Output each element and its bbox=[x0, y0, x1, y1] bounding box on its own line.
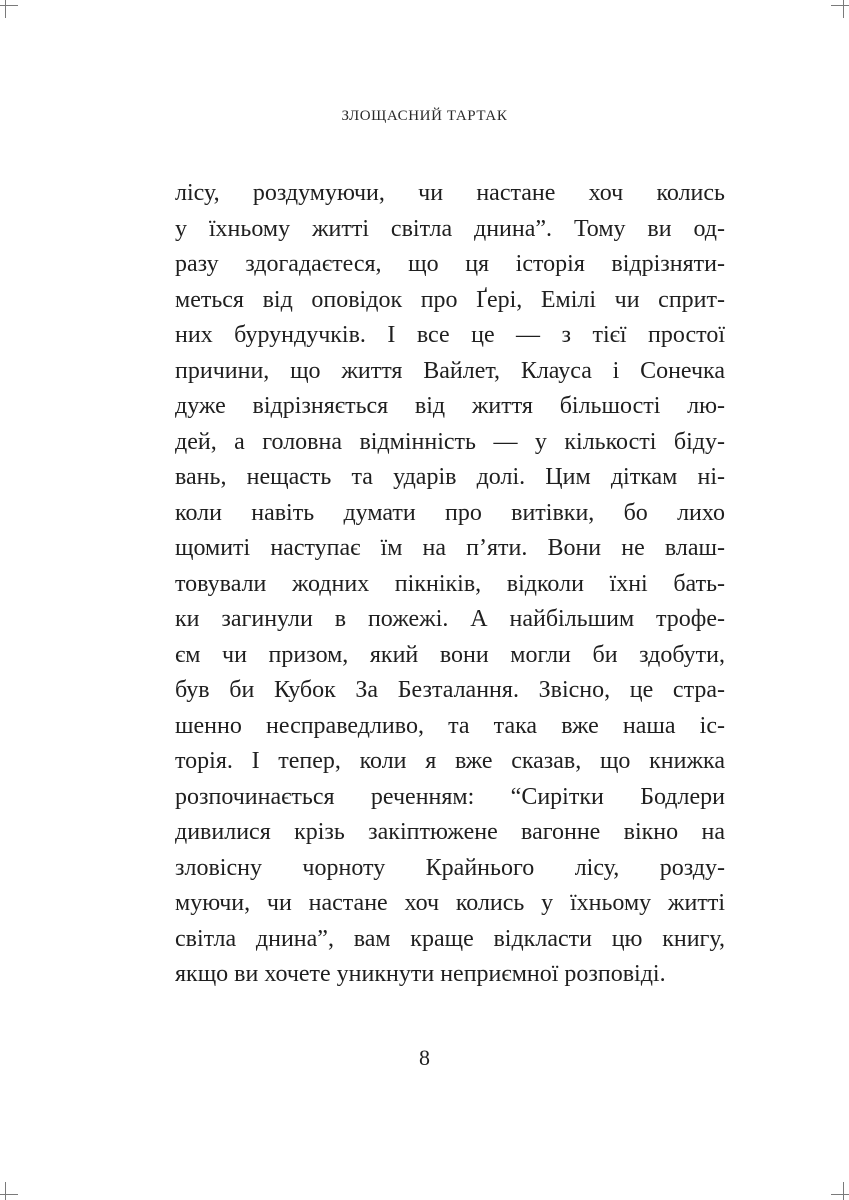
crop-mark bbox=[831, 5, 849, 6]
crop-mark bbox=[831, 1194, 849, 1195]
text-line: товували жодних пікніків, відколи їхні бать- bbox=[175, 570, 725, 597]
text-line: розпочинається реченням: “Сирітки Бодлери bbox=[175, 783, 725, 810]
text-line: шенно несправедливо, та така вже наша іс- bbox=[175, 712, 725, 739]
text-line: разу здогадаєтеся, що ця історія відрізняти- bbox=[175, 251, 725, 277]
text-line: дивилися крізь закіптюжене вагонне вікно на bbox=[175, 819, 725, 845]
crop-mark bbox=[5, 1182, 6, 1200]
crop-mark bbox=[843, 1182, 844, 1200]
text-line: якщо ви хочете уникнути неприємної розповіді. bbox=[175, 961, 666, 987]
text-line: у їхньому житті світла днина”. Тому ви од- bbox=[175, 215, 725, 242]
text-line: зловісну чорноту Крайнього лісу, розду- bbox=[175, 854, 725, 881]
crop-mark bbox=[0, 1194, 18, 1195]
crop-mark bbox=[5, 0, 6, 18]
text-line: муючи, чи настане хоч колись у їхньому житті bbox=[175, 890, 725, 916]
text-line: був би Кубок За Безталання. Звісно, це стра- bbox=[175, 677, 725, 703]
text-line: ки загинули в пожежі. А найбільшим трофе- bbox=[175, 606, 725, 632]
crop-mark bbox=[843, 0, 844, 18]
text-line: вань, нещасть та ударів долі. Цим діткам ні- bbox=[175, 464, 725, 490]
text-line: світла днина”, вам краще відкласти цю книгу, bbox=[175, 925, 725, 952]
running-head: ЗЛОЩАСНИЙ ТАРТАК bbox=[341, 108, 508, 124]
text-line: них бурундучків. І все це — з тієї простої bbox=[175, 322, 725, 348]
text-line: дуже відрізняється від життя більшості лю- bbox=[175, 393, 725, 419]
text-line: меться від оповідок про Ґері, Емілі чи сприт- bbox=[175, 286, 725, 313]
page-number: 8 bbox=[419, 1045, 430, 1070]
text-line: коли навіть думати про витівки, бо лихо bbox=[175, 499, 725, 526]
text-line: дей, а головна відмінність — у кількості біду- bbox=[175, 428, 725, 455]
body-text bbox=[175, 176, 725, 993]
text-line: лісу, роздумуючи, чи настане хоч колись bbox=[175, 180, 725, 206]
text-line: причини, що життя Вайлет, Клауса і Сонечка bbox=[175, 357, 725, 384]
text-line: єм чи призом, який вони могли би здобути, bbox=[175, 641, 725, 668]
crop-mark bbox=[0, 5, 18, 6]
text-line: торія. І тепер, коли я вже сказав, що книжка bbox=[175, 748, 725, 774]
text-line: щомиті наступає їм на п’яти. Вони не влаш- bbox=[175, 535, 725, 561]
